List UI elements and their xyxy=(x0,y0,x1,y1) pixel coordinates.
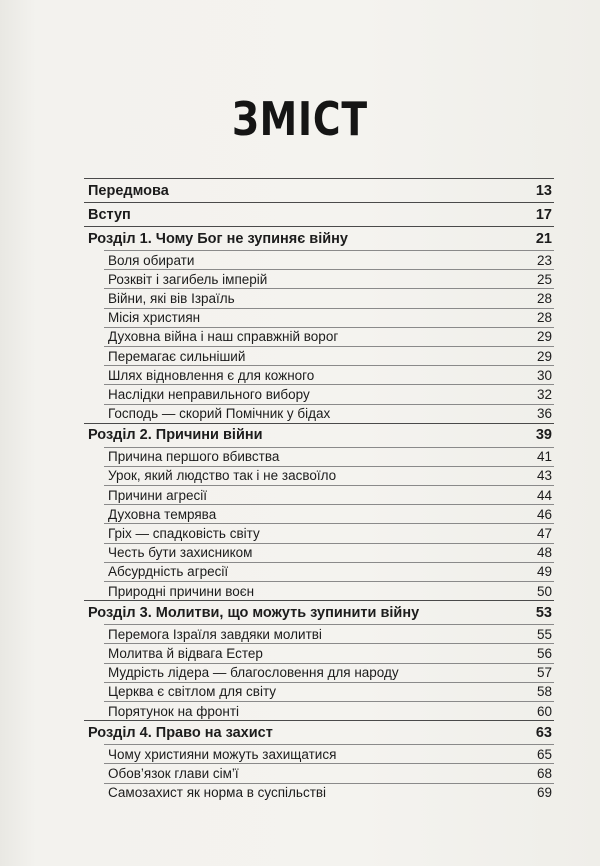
toc-item xyxy=(104,384,554,403)
toc-item-label: Урок, який людство так і не засвоїло xyxy=(108,468,337,484)
toc-section-page: 39 xyxy=(535,427,552,444)
toc-item-page: 44 xyxy=(536,487,552,503)
toc-item xyxy=(104,466,554,485)
toc-section xyxy=(84,423,554,447)
page-title: ЗМІСТ xyxy=(232,92,368,146)
toc-item-page: 56 xyxy=(536,645,552,661)
toc-section-page: 21 xyxy=(535,230,552,247)
toc-item-label: Молитва й відвага Естер xyxy=(108,645,263,661)
toc-section-label: Розділ 3. Молитви, що можуть зупинити війну xyxy=(88,604,420,621)
toc-item xyxy=(104,643,554,662)
toc-item-page: 68 xyxy=(536,765,552,781)
toc-item-page: 29 xyxy=(536,329,552,345)
toc-item-label: Перемагає сильніший xyxy=(108,348,246,364)
toc-section xyxy=(84,202,554,226)
toc-item-page: 28 xyxy=(536,310,552,326)
toc-item xyxy=(104,543,554,562)
toc-section-label: Передмова xyxy=(88,182,169,199)
toc-item xyxy=(104,763,554,782)
toc-item xyxy=(104,744,554,763)
toc-item-label: Воля обирати xyxy=(108,252,195,268)
toc-item-page: 32 xyxy=(536,386,552,402)
toc-section-label: Вступ xyxy=(88,206,131,223)
toc-item-label: Господь — скорий Помічник у бідах xyxy=(108,406,331,422)
toc-item-label: Духовна війна і наш справжній ворог xyxy=(108,329,339,345)
toc-item-label: Гріх — спадковість світу xyxy=(108,526,260,542)
toc-item-page: 58 xyxy=(536,684,552,700)
toc-item-page: 46 xyxy=(536,506,552,522)
toc-item-page: 41 xyxy=(536,449,552,465)
toc-item-page: 57 xyxy=(536,665,552,681)
toc-item xyxy=(104,346,554,365)
toc-item-page: 65 xyxy=(536,746,552,762)
toc-item xyxy=(104,404,554,423)
toc-item-page: 30 xyxy=(536,367,552,383)
toc-item-label: Місія християн xyxy=(108,310,201,326)
toc-item xyxy=(104,327,554,346)
toc-item-label: Природні причини воєн xyxy=(108,583,255,599)
toc-item-label: Самозахист як норма в суспільстві xyxy=(108,785,327,801)
toc-item xyxy=(104,504,554,523)
toc-item xyxy=(104,562,554,581)
toc-item-label: Порятунок на фронті xyxy=(108,703,240,719)
toc-section xyxy=(84,600,554,624)
toc-item-label: Церква є світлом для світу xyxy=(108,684,277,700)
toc-item xyxy=(104,701,554,720)
toc-item-page: 43 xyxy=(536,468,552,484)
toc-item-label: Обов’язок глави сім’ї xyxy=(108,765,239,781)
toc-item-page: 69 xyxy=(536,785,552,801)
toc-item-label: Перемога Ізраїля завдяки молитві xyxy=(108,626,322,642)
table-of-contents xyxy=(84,178,554,802)
toc-item xyxy=(104,485,554,504)
toc-item-page: 25 xyxy=(536,271,552,287)
toc-item-label: Абсурдність агресії xyxy=(108,564,229,580)
toc-item-label: Духовна темрява xyxy=(108,506,217,522)
toc-item-label: Шлях відновлення є для кожного xyxy=(108,367,315,383)
toc-item-page: 28 xyxy=(536,290,552,306)
toc-item-page: 49 xyxy=(536,564,552,580)
toc-item xyxy=(104,581,554,600)
toc-section-page: 63 xyxy=(535,724,552,741)
toc-item-page: 55 xyxy=(536,626,552,642)
toc-item xyxy=(104,250,554,269)
toc-item-page: 48 xyxy=(536,545,552,561)
toc-item-page: 47 xyxy=(536,526,552,542)
toc-item-page: 23 xyxy=(536,252,552,268)
toc-item-label: Причина першого вбивства xyxy=(108,449,280,465)
toc-section-page: 13 xyxy=(535,182,552,199)
toc-item-label: Причини агресії xyxy=(108,487,208,503)
toc-section-page: 53 xyxy=(535,604,552,621)
toc-section-label: Розділ 4. Право на захист xyxy=(88,724,273,741)
toc-item-page: 36 xyxy=(536,406,552,422)
toc-item xyxy=(104,365,554,384)
toc-item xyxy=(104,663,554,682)
toc-item xyxy=(104,288,554,307)
toc-item-label: Честь бути захисником xyxy=(108,545,253,561)
toc-item xyxy=(104,624,554,643)
toc-section xyxy=(84,178,554,202)
toc-section xyxy=(84,720,554,744)
toc-section xyxy=(84,226,554,250)
toc-item-label: Чому християни можуть захищатися xyxy=(108,746,337,762)
toc-item xyxy=(104,783,554,802)
toc-item-label: Війни, які вів Ізраїль xyxy=(108,290,235,306)
toc-item-label: Наслідки неправильного вибору xyxy=(108,386,310,402)
toc-item xyxy=(104,308,554,327)
toc-item xyxy=(104,447,554,466)
toc-item-page: 29 xyxy=(536,348,552,364)
toc-section-label: Розділ 1. Чому Бог не зупиняє війну xyxy=(88,230,348,247)
toc-section-label: Розділ 2. Причини війни xyxy=(88,427,263,444)
toc-item-label: Мудрість лідера — благословення для народу xyxy=(108,665,399,681)
toc-item-page: 60 xyxy=(536,703,552,719)
toc-item-page: 50 xyxy=(536,583,552,599)
toc-item xyxy=(104,523,554,542)
toc-item xyxy=(104,682,554,701)
toc-item xyxy=(104,269,554,288)
toc-section-page: 17 xyxy=(535,206,552,223)
toc-item-label: Розквіт і загибель імперій xyxy=(108,271,268,287)
